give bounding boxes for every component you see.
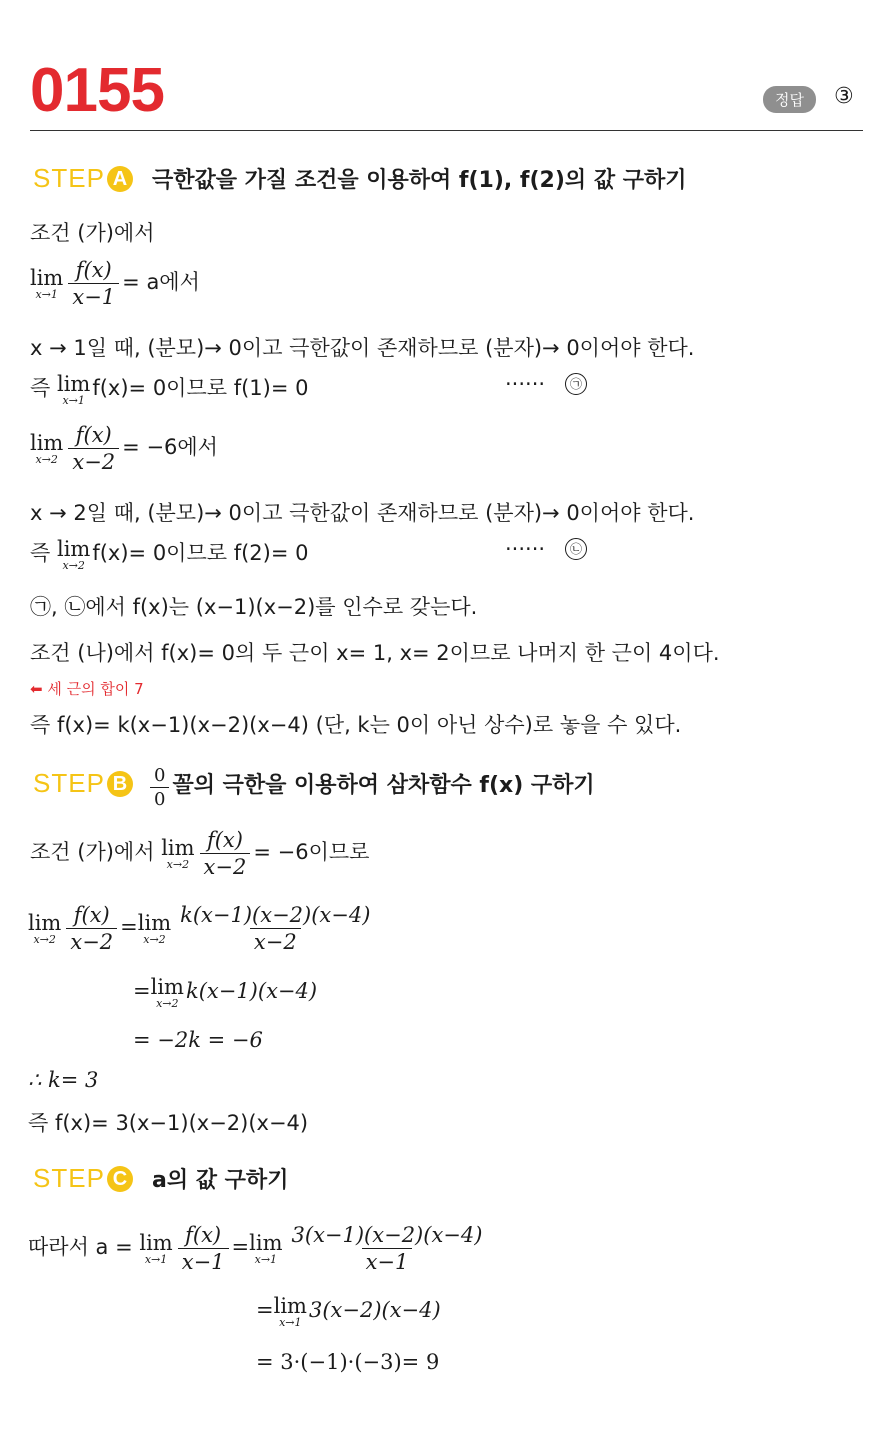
dots-2: ······: [505, 537, 546, 561]
dots-1: ······: [505, 372, 546, 396]
answer-value: ③: [834, 84, 854, 109]
lim-sub: x→2: [166, 858, 190, 871]
lim-sub: x→2: [33, 933, 56, 946]
step-b-heading: [33, 765, 595, 810]
prefix-text: 따라서 a =: [28, 1235, 133, 1259]
lim-word: lim: [56, 537, 91, 561]
lim-sub: x→1: [279, 1316, 302, 1329]
frac-num: f(x): [185, 1223, 222, 1247]
frac-den: x−1: [362, 1248, 413, 1274]
step-a-label: STEP: [33, 163, 105, 193]
step-a-line1: 조건 (가)에서: [30, 221, 155, 245]
lim-word: lim: [137, 911, 172, 935]
step-a-line3: x → 1일 때, (분모)→ 0이고 극한값이 존재하므로 (분자)→ 0이어야 한다.: [30, 336, 695, 360]
step-c-title: a의 값 구하기: [152, 1168, 289, 1193]
lim-word: lim: [161, 836, 195, 860]
lim-sub: x→1: [254, 1253, 278, 1266]
frac-num: f(x): [75, 258, 112, 282]
frac-den: x−2: [66, 928, 117, 954]
header-divider: [30, 130, 863, 131]
lim-sub: x→2: [143, 933, 166, 946]
step-a-line6: x → 2일 때, (분모)→ 0이고 극한값이 존재하므로 (분자)→ 0이어야 한다.: [30, 501, 695, 525]
line-rest: f(x)= 0이므로 f(1)= 0: [92, 376, 309, 400]
step-b-title: 꼴의 극한을 이용하여 삼차함수 f(x) 구하기: [172, 773, 595, 798]
frac-den: x−2: [250, 928, 301, 954]
limit-rest: = −6에서: [122, 435, 218, 459]
frac-den: 0: [150, 787, 169, 810]
equation-body: 3(x−2)(x−4): [308, 1298, 441, 1322]
step-a-title: 극한값을 가질 조건을 이용하여 f(1), f(2)의 값 구하기: [152, 168, 687, 193]
frac-num: k(x−1)(x−2)(x−4): [180, 903, 371, 927]
step-a-heading: [33, 163, 687, 194]
frac-den: x−2: [200, 853, 251, 879]
lim-sub: x→2: [35, 453, 58, 466]
step-b-line1: [30, 828, 369, 879]
step-a-line4: [30, 372, 309, 407]
frac-den: x−2: [68, 448, 119, 474]
lim-sub: x→2: [156, 997, 179, 1010]
step-c-equation2: [256, 1294, 441, 1329]
step-c-label: STEP: [33, 1163, 105, 1193]
step-b-letter: B: [107, 771, 133, 797]
sum-of-roots-note: ⬅ 세 근의 합이 7: [30, 680, 144, 698]
lim-word: lim: [30, 266, 64, 290]
frac-num: 3(x−1)(x−2)(x−4): [291, 1223, 483, 1247]
frac-num: 0: [154, 765, 166, 786]
step-b-equation2: [133, 975, 317, 1010]
prefix-text: 즉: [30, 376, 51, 400]
step-a-line10: 즉 f(x)= k(x−1)(x−2)(x−4) (단, k는 0이 아닌 상수)로 놓을 수 있다.: [30, 713, 682, 737]
frac-num: f(x): [206, 828, 243, 852]
step-b-label: STEP: [33, 768, 105, 798]
step-a-line8: ㉠, ㉡에서 f(x)는 (x−1)(x−2)를 인수로 갖는다.: [30, 595, 478, 619]
equation-body: k(x−1)(x−4): [185, 979, 318, 1003]
step-b-equation1: [28, 903, 377, 954]
equals-sign: =: [256, 1298, 274, 1322]
step-c-equation3: = 3·(−1)·(−3)= 9: [256, 1350, 440, 1374]
step-c-equation1: [28, 1223, 489, 1274]
frac-num: f(x): [73, 903, 110, 927]
line-rest: = −6이므로: [253, 840, 370, 864]
equals-sign: =: [120, 915, 138, 939]
answer-badge: 정답: [763, 86, 816, 113]
lim-sub: x→1: [144, 1253, 168, 1266]
step-a-limit1: [30, 258, 200, 309]
lim-word: lim: [28, 911, 62, 935]
lim-sub: x→1: [62, 394, 85, 407]
lim-word: lim: [150, 975, 184, 999]
limit-rest: = a에서: [122, 270, 200, 294]
prefix-text: 즉: [30, 541, 51, 565]
frac-num: f(x): [75, 423, 112, 447]
line-rest: f(x)= 0이므로 f(2)= 0: [92, 541, 309, 565]
step-a-line9: 조건 (나)에서 f(x)= 0의 두 근이 x= 1, x= 2이므로 나머지 한 근이 4이다.: [30, 641, 720, 665]
mark-giyeok: ㉠: [565, 373, 587, 395]
lim-word: lim: [139, 1231, 173, 1255]
lim-word: lim: [249, 1231, 283, 1255]
prefix-text: 조건 (가)에서: [30, 840, 155, 864]
frac-den: x−1: [68, 283, 119, 309]
lim-word: lim: [30, 431, 64, 455]
lim-word: lim: [273, 1294, 307, 1318]
lim-sub: x→2: [62, 559, 85, 572]
equals-sign: =: [231, 1235, 250, 1259]
step-c-heading: [33, 1163, 288, 1194]
step-a-line7: [30, 537, 309, 572]
lim-word: lim: [56, 372, 91, 396]
step-b-final: 즉 f(x)= 3(x−1)(x−2)(x−4): [28, 1111, 309, 1135]
lim-sub: x→1: [35, 288, 58, 301]
step-c-letter: C: [107, 1166, 133, 1192]
problem-number: 0155: [30, 56, 164, 125]
equals-sign: =: [133, 979, 151, 1003]
mark-nieun: ㉡: [565, 538, 587, 560]
step-a-limit2: [30, 423, 218, 474]
step-b-therefore: ∴ k= 3: [28, 1068, 99, 1092]
frac-den: x−1: [178, 1248, 229, 1274]
step-b-equation3: = −2k = −6: [133, 1028, 263, 1052]
step-a-letter: A: [107, 166, 133, 192]
